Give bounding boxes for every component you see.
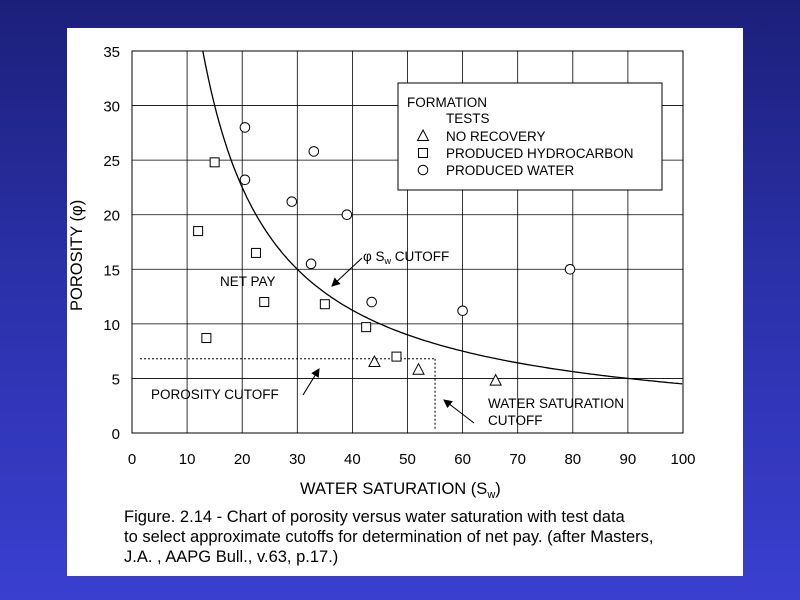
x-axis-title	[300, 480, 501, 501]
circle-point	[287, 197, 297, 207]
square-point	[194, 227, 203, 236]
x-axis-title-sub: w	[487, 489, 496, 501]
x-tick-label: 20	[233, 451, 251, 468]
y-axis-title-close: )	[68, 199, 86, 206]
triangle-point	[413, 364, 424, 375]
water-cutoff-arrow	[444, 400, 474, 423]
y-tick-label: 5	[111, 371, 120, 389]
x-tick-label: 90	[619, 451, 637, 468]
circle-point	[565, 264, 575, 274]
caption-line-3: J.A. , AAPG Bull., v.63, p.17.)	[124, 548, 339, 566]
x-tick-label: 80	[564, 451, 582, 468]
square-point	[260, 298, 269, 307]
porosity-cutoff-arrow	[303, 369, 319, 395]
x-tick-label: 40	[344, 451, 361, 468]
circle-point	[342, 210, 352, 220]
circle-point	[306, 259, 316, 269]
y-tick-label: 0	[111, 426, 120, 443]
y-tick-label: 25	[103, 153, 120, 171]
triangle-point	[369, 356, 380, 367]
y-axis-title	[68, 200, 86, 311]
sw-cutoff-label-pre: φ S	[363, 249, 385, 264]
legend-item-label: PRODUCED HYDROCARBON	[446, 146, 634, 161]
x-axis-title-close: )	[495, 480, 501, 498]
y-tick-label: 15	[103, 262, 120, 280]
square-point	[202, 334, 211, 343]
legend-subtitle: TESTS	[446, 111, 490, 126]
porosity-cutoff-label: POROSITY CUTOFF	[151, 387, 279, 402]
caption-line-2: to select approximate cutoffs for determination of net pay. (after Masters,	[124, 528, 654, 546]
net-pay-arrow	[332, 258, 362, 286]
circle-point	[458, 306, 468, 316]
circle-point	[240, 175, 250, 185]
legend-item-label: NO RECOVERY	[446, 129, 546, 144]
x-axis-title-main: WATER SATURATION (S	[300, 480, 488, 498]
triangle-point	[490, 375, 501, 386]
x-tick-label: 50	[399, 451, 416, 468]
x-tick-label: 10	[178, 451, 196, 468]
water-cutoff-label-2: CUTOFF	[488, 413, 543, 428]
circle-point	[240, 123, 250, 133]
square-point	[251, 248, 260, 257]
x-tick-label: 30	[288, 451, 306, 468]
y-tick-label: 10	[103, 316, 120, 334]
x-tick-label: 60	[454, 451, 471, 468]
caption-line-1: Figure. 2.14 - Chart of porosity versus water saturation with test data	[124, 508, 625, 526]
circle-point	[367, 297, 377, 307]
water-cutoff-label-1: WATER SATURATION	[488, 396, 624, 411]
x-tick-label: 70	[509, 451, 527, 468]
legend-title: FORMATION	[407, 95, 487, 110]
sw-cutoff-label	[363, 249, 449, 266]
y-tick-label: 30	[103, 98, 120, 116]
legend-item-label: PRODUCED WATER	[446, 163, 575, 178]
legend-square-marker	[419, 149, 428, 158]
square-point	[320, 300, 329, 309]
circle-point	[309, 147, 319, 157]
figure-caption	[124, 507, 739, 567]
slide	[67, 28, 743, 576]
square-point	[392, 352, 401, 361]
x-tick-label: 0	[127, 451, 137, 468]
legend-circle-marker	[418, 165, 428, 175]
y-tick-label: 35	[103, 44, 120, 61]
y-axis-title-phi: φ	[68, 205, 86, 216]
square-point	[210, 158, 219, 167]
sw-cutoff-label-post: CUTOFF	[391, 249, 450, 264]
y-axis-title-main: POROSITY (	[68, 215, 86, 311]
square-point	[362, 323, 371, 332]
net-pay-label: NET PAY	[220, 274, 276, 289]
porosity-water-saturation-chart	[67, 28, 743, 576]
legend	[398, 83, 662, 190]
y-tick-label: 20	[103, 207, 120, 225]
x-tick-label: 100	[670, 451, 696, 468]
sw-cutoff-label-sub: w	[384, 256, 392, 266]
